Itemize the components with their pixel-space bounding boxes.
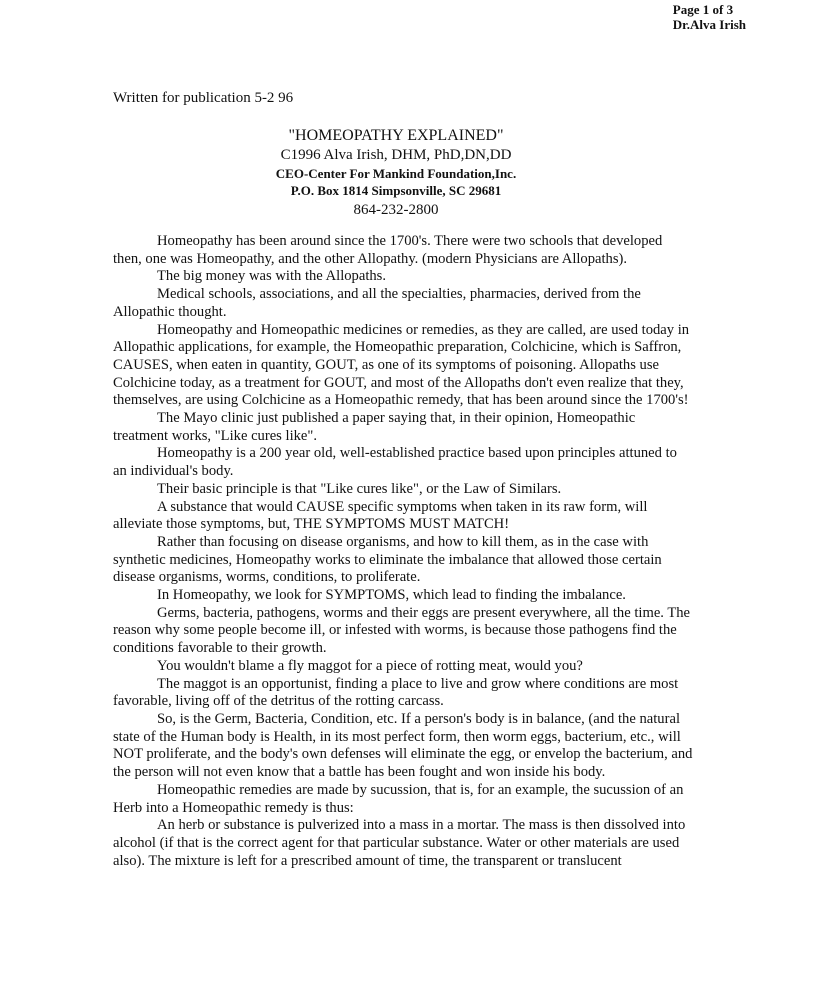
- page-header: [673, 2, 746, 32]
- article-body: [113, 233, 693, 870]
- address-line: P.O. Box 1814 Simpsonville, SC 29681: [290, 183, 502, 198]
- paragraph: The maggot is an opportunist, finding a place to live and grow where conditions are most favorable, living off of the detritus of the rotting carcass.: [113, 675, 679, 710]
- paragraph: Germs, bacteria, pathogens, worms and their eggs are present everywhere, all the time. The reason why some people become ill, or infested with worms, is because those pathogens find the conditions favorable to their growth.: [113, 604, 691, 657]
- document-title: "HOMEOPATHY EXPLAINED": [288, 127, 504, 144]
- organization-line: CEO-Center For Mankind Foundation,Inc.: [275, 166, 517, 181]
- paragraph: So, is the Germ, Bacteria, Condition, etc. If a person's body is in balance, (and the natural state of the Human body is Health, in its most perfect form, then worm eggs, bacterium, etc., will NOT proliferate, and the body's own defenses will eliminate the egg, or envelop the bacterium, and the person will not even know that a battle has been fought and won inside his body.: [113, 710, 693, 781]
- paragraph: Homeopathy and Homeopathic medicines or remedies, as they are called, are used today in Allopathic applications, for example, the Homeopathic preparation, Colchicine, which is Saffron, CAUSES, when eaten in quantity, GOUT, as one of its symptoms of poisoning. Allopaths use Colchicine today, as a treatment for GOUT, and most of the Allopaths don't even realize that they, themselves, are using Colchicine as a Homeopathic remedy, that has been around since the 1700's!: [113, 321, 690, 409]
- paragraph: Rather than focusing on disease organisms, and how to kill them, as in the case with synthetic medicines, Homeopathy works to eliminate the imbalance that allowed those certain disease organisms, worms, conditions, to proliferate.: [113, 533, 662, 586]
- paragraph: The Mayo clinic just published a paper saying that, in their opinion, Homeopathic treatment works, "Like cures like".: [113, 410, 636, 444]
- phone-line: 864-232-2800: [353, 202, 439, 218]
- paragraph: Homeopathy has been around since the 1700's. There were two schools that developed then, one was Homeopathy, and the other Allopathy. (modern Physicians are Allopaths).: [113, 233, 663, 267]
- paragraph: You wouldn't blame a fly maggot for a piece of rotting meat, would you?: [157, 657, 583, 674]
- page-number: Page 1 of 3: [672, 2, 734, 17]
- copyright-line: C1996 Alva Irish, DHM, PhD,DN,DD: [280, 147, 512, 163]
- paragraph: Their basic principle is that "Like cures like", or the Law of Similars.: [157, 480, 562, 497]
- paragraph: A substance that would CAUSE specific symptoms when taken in its raw form, will alleviate those symptoms, but, THE SYMPTOMS MUST MATCH!: [113, 498, 648, 533]
- paragraph: Homeopathic remedies are made by sucussion, that is, for an example, the sucussion of an Herb into a Homeopathic remedy is thus:: [113, 781, 684, 816]
- paragraph: Homeopathy is a 200 year old, well-established practice based upon principles attuned to an individual's body.: [113, 445, 677, 480]
- author-name: Dr.Alva Irish: [672, 17, 746, 32]
- title-block: [0, 126, 816, 221]
- publication-line: Written for publication 5-2 96: [113, 90, 294, 106]
- paragraph: The big money was with the Allopaths.: [157, 268, 387, 285]
- paragraph: An herb or substance is pulverized into a mass in a mortar. The mass is then dissolved into alcohol (if that is the correct agent for that particular substance. Water or other materials are used also). The mixture is left for a prescribed amount of time, the transparent or translucent: [113, 817, 686, 869]
- paragraph: In Homeopathy, we look for SYMPTOMS, which lead to finding the imbalance.: [157, 587, 626, 604]
- paragraph: Medical schools, associations, and all the specialties, pharmacies, derived from the Allopathic thought.: [113, 286, 641, 320]
